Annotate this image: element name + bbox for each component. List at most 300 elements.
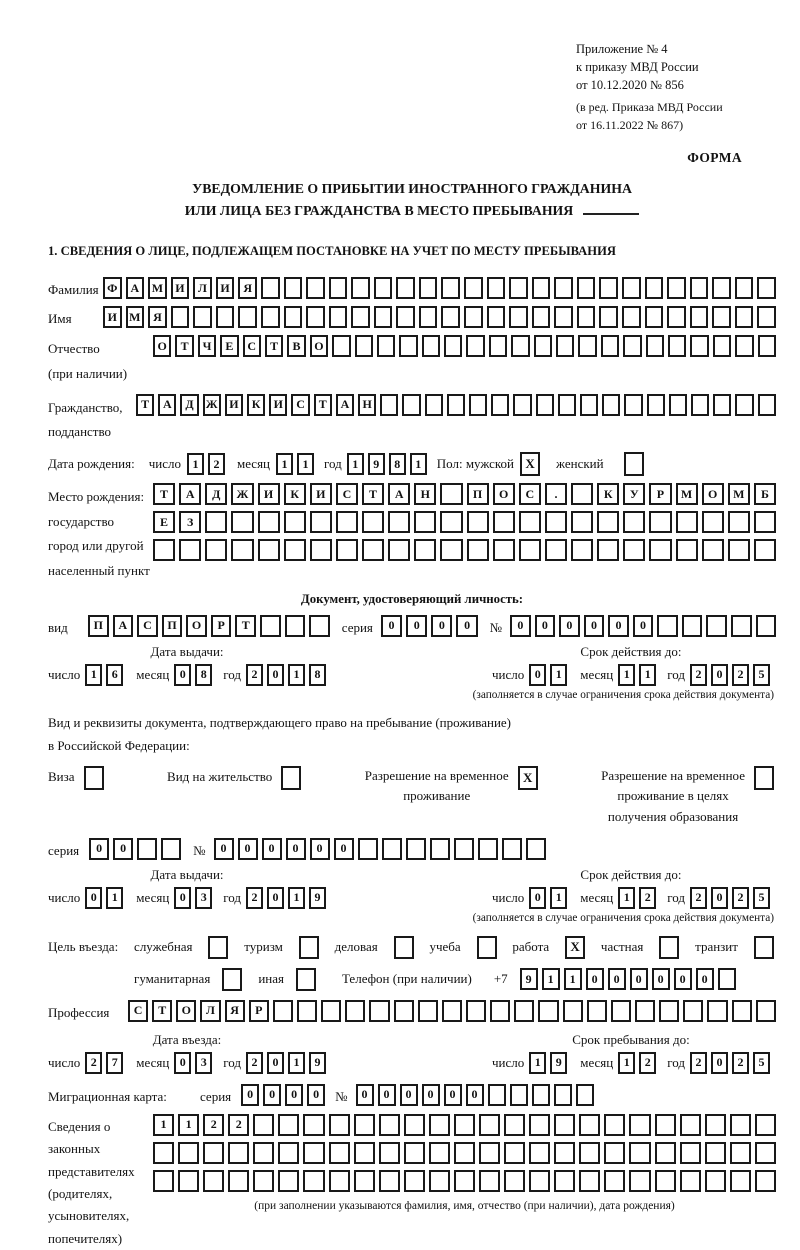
char-box[interactable]: Р: [211, 615, 232, 637]
char-box[interactable]: [529, 1142, 550, 1164]
char-box[interactable]: [718, 968, 736, 990]
char-box[interactable]: [599, 277, 618, 299]
char-box[interactable]: [682, 615, 703, 637]
char-box[interactable]: [310, 511, 332, 533]
char-box[interactable]: 0: [406, 615, 427, 637]
char-box[interactable]: [203, 1170, 224, 1192]
char-box[interactable]: О: [153, 335, 171, 357]
char-box[interactable]: [261, 277, 280, 299]
char-box[interactable]: 8: [389, 453, 406, 475]
char-box[interactable]: М: [148, 277, 167, 299]
char-box[interactable]: [676, 511, 698, 533]
temp-permit-checkbox[interactable]: X: [518, 766, 538, 790]
char-box[interactable]: Т: [362, 483, 384, 505]
char-box[interactable]: [467, 511, 489, 533]
char-box[interactable]: 0: [263, 1084, 281, 1106]
char-box[interactable]: 1: [288, 887, 305, 909]
char-box[interactable]: 2: [246, 1052, 263, 1074]
char-box[interactable]: П: [162, 615, 183, 637]
char-box[interactable]: [303, 1114, 324, 1136]
char-box[interactable]: [329, 1170, 350, 1192]
char-box[interactable]: [309, 615, 330, 637]
char-box[interactable]: 1: [153, 1114, 174, 1136]
char-box[interactable]: [735, 277, 754, 299]
char-box[interactable]: 1: [618, 664, 635, 686]
char-box[interactable]: Т: [235, 615, 256, 637]
char-box[interactable]: [404, 1114, 425, 1136]
char-box[interactable]: [502, 838, 522, 860]
char-box[interactable]: [329, 306, 348, 328]
char-box[interactable]: М: [126, 306, 145, 328]
char-box[interactable]: 0: [267, 887, 284, 909]
char-box[interactable]: 0: [267, 1052, 284, 1074]
char-box[interactable]: [351, 277, 370, 299]
char-box[interactable]: 0: [378, 1084, 396, 1106]
purpose-business-checkbox[interactable]: [394, 936, 414, 959]
char-box[interactable]: [526, 838, 546, 860]
char-box[interactable]: [216, 306, 235, 328]
char-box[interactable]: [297, 1000, 317, 1022]
char-box[interactable]: 1: [288, 664, 305, 686]
char-box[interactable]: [646, 335, 664, 357]
char-box[interactable]: 0: [711, 887, 728, 909]
char-box[interactable]: [655, 1170, 676, 1192]
char-box[interactable]: [755, 1142, 776, 1164]
char-box[interactable]: [454, 1170, 475, 1192]
char-box[interactable]: 1: [542, 968, 560, 990]
char-box[interactable]: [728, 539, 750, 561]
char-box[interactable]: [558, 394, 576, 416]
char-box[interactable]: М: [728, 483, 750, 505]
char-box[interactable]: [464, 277, 483, 299]
char-box[interactable]: [284, 277, 303, 299]
char-box[interactable]: [554, 1142, 575, 1164]
char-box[interactable]: 0: [85, 887, 102, 909]
char-box[interactable]: 0: [238, 838, 258, 860]
char-box[interactable]: 0: [652, 968, 670, 990]
char-box[interactable]: [754, 511, 776, 533]
char-box[interactable]: [707, 1000, 727, 1022]
char-box[interactable]: [228, 1170, 249, 1192]
char-box[interactable]: 2: [690, 1052, 707, 1074]
char-box[interactable]: 1: [85, 664, 102, 686]
char-box[interactable]: [735, 394, 753, 416]
char-box[interactable]: 1: [550, 887, 567, 909]
char-box[interactable]: 2: [203, 1114, 224, 1136]
char-box[interactable]: 0: [630, 968, 648, 990]
char-box[interactable]: [655, 1142, 676, 1164]
char-box[interactable]: [203, 1142, 224, 1164]
char-box[interactable]: Д: [180, 394, 198, 416]
char-box[interactable]: [161, 838, 181, 860]
char-box[interactable]: У: [623, 483, 645, 505]
char-box[interactable]: Т: [153, 483, 175, 505]
char-box[interactable]: [442, 1000, 462, 1022]
char-box[interactable]: [284, 539, 306, 561]
char-box[interactable]: [623, 511, 645, 533]
char-box[interactable]: [728, 511, 750, 533]
char-box[interactable]: 2: [208, 453, 225, 475]
char-box[interactable]: [669, 394, 687, 416]
residence-permit-checkbox[interactable]: [281, 766, 301, 790]
char-box[interactable]: 9: [550, 1052, 567, 1074]
char-box[interactable]: [404, 1170, 425, 1192]
char-box[interactable]: [563, 1000, 583, 1022]
char-box[interactable]: Е: [220, 335, 238, 357]
char-box[interactable]: [414, 539, 436, 561]
char-box[interactable]: [379, 1142, 400, 1164]
char-box[interactable]: [532, 277, 551, 299]
char-box[interactable]: [659, 1000, 679, 1022]
char-box[interactable]: [404, 1142, 425, 1164]
char-box[interactable]: Т: [136, 394, 154, 416]
char-box[interactable]: [153, 539, 175, 561]
char-box[interactable]: 1: [297, 453, 314, 475]
char-box[interactable]: [153, 1142, 174, 1164]
char-box[interactable]: 0: [241, 1084, 259, 1106]
char-box[interactable]: 0: [381, 615, 402, 637]
char-box[interactable]: [624, 394, 642, 416]
char-box[interactable]: 0: [400, 1084, 418, 1106]
char-box[interactable]: [440, 483, 462, 505]
char-box[interactable]: Я: [148, 306, 167, 328]
char-box[interactable]: [422, 335, 440, 357]
char-box[interactable]: [680, 1170, 701, 1192]
char-box[interactable]: Н: [358, 394, 376, 416]
char-box[interactable]: [454, 1142, 475, 1164]
char-box[interactable]: [205, 511, 227, 533]
char-box[interactable]: 0: [285, 1084, 303, 1106]
char-box[interactable]: [509, 277, 528, 299]
char-box[interactable]: [597, 539, 619, 561]
char-box[interactable]: [479, 1142, 500, 1164]
char-box[interactable]: Т: [265, 335, 283, 357]
char-box[interactable]: 0: [711, 664, 728, 686]
char-box[interactable]: 1: [618, 1052, 635, 1074]
char-box[interactable]: [668, 335, 686, 357]
char-box[interactable]: 1: [187, 453, 204, 475]
char-box[interactable]: К: [247, 394, 265, 416]
char-box[interactable]: [735, 335, 753, 357]
char-box[interactable]: [510, 1084, 528, 1106]
char-box[interactable]: 0: [466, 1084, 484, 1106]
char-box[interactable]: 1: [618, 887, 635, 909]
char-box[interactable]: [730, 1142, 751, 1164]
char-box[interactable]: [554, 306, 573, 328]
char-box[interactable]: [758, 394, 776, 416]
char-box[interactable]: К: [284, 483, 306, 505]
char-box[interactable]: [369, 1000, 389, 1022]
char-box[interactable]: [604, 1142, 625, 1164]
char-box[interactable]: Р: [649, 483, 671, 505]
char-box[interactable]: [491, 394, 509, 416]
char-box[interactable]: [579, 1114, 600, 1136]
char-box[interactable]: [487, 306, 506, 328]
char-box[interactable]: [336, 511, 358, 533]
char-box[interactable]: 2: [690, 664, 707, 686]
char-box[interactable]: С: [128, 1000, 148, 1022]
char-box[interactable]: Ж: [203, 394, 221, 416]
char-box[interactable]: [303, 1142, 324, 1164]
char-box[interactable]: [629, 1170, 650, 1192]
purpose-transit-checkbox[interactable]: [754, 936, 774, 959]
char-box[interactable]: [478, 838, 498, 860]
char-box[interactable]: 0: [711, 1052, 728, 1074]
char-box[interactable]: 0: [696, 968, 714, 990]
char-box[interactable]: [754, 539, 776, 561]
char-box[interactable]: [657, 615, 678, 637]
char-box[interactable]: П: [467, 483, 489, 505]
char-box[interactable]: [332, 335, 350, 357]
char-box[interactable]: Ч: [198, 335, 216, 357]
char-box[interactable]: [690, 306, 709, 328]
char-box[interactable]: [667, 277, 686, 299]
char-box[interactable]: 0: [262, 838, 282, 860]
char-box[interactable]: [622, 306, 641, 328]
char-box[interactable]: Т: [314, 394, 332, 416]
char-box[interactable]: 0: [529, 887, 546, 909]
char-box[interactable]: О: [493, 483, 515, 505]
char-box[interactable]: [604, 1114, 625, 1136]
char-box[interactable]: [329, 1114, 350, 1136]
char-box[interactable]: [647, 394, 665, 416]
char-box[interactable]: [554, 1170, 575, 1192]
char-box[interactable]: [587, 1000, 607, 1022]
char-box[interactable]: [137, 838, 157, 860]
char-box[interactable]: [529, 1114, 550, 1136]
char-box[interactable]: [231, 539, 253, 561]
char-box[interactable]: [419, 277, 438, 299]
char-box[interactable]: [278, 1114, 299, 1136]
char-box[interactable]: М: [676, 483, 698, 505]
char-box[interactable]: [303, 1170, 324, 1192]
char-box[interactable]: [556, 335, 574, 357]
char-box[interactable]: [258, 539, 280, 561]
char-box[interactable]: [379, 1170, 400, 1192]
char-box[interactable]: [645, 277, 664, 299]
char-box[interactable]: 5: [753, 1052, 770, 1074]
char-box[interactable]: [690, 277, 709, 299]
char-box[interactable]: 2: [228, 1114, 249, 1136]
char-box[interactable]: С: [291, 394, 309, 416]
char-box[interactable]: С: [336, 483, 358, 505]
purpose-official-checkbox[interactable]: [208, 936, 228, 959]
char-box[interactable]: [278, 1142, 299, 1164]
char-box[interactable]: 5: [753, 664, 770, 686]
char-box[interactable]: 9: [520, 968, 538, 990]
char-box[interactable]: [705, 1114, 726, 1136]
char-box[interactable]: 0: [586, 968, 604, 990]
char-box[interactable]: [755, 1170, 776, 1192]
char-box[interactable]: Ф: [103, 277, 122, 299]
char-box[interactable]: [532, 1084, 550, 1106]
char-box[interactable]: 1: [550, 664, 567, 686]
purpose-humanitarian-checkbox[interactable]: [222, 968, 242, 991]
char-box[interactable]: [394, 1000, 414, 1022]
char-box[interactable]: 2: [690, 887, 707, 909]
char-box[interactable]: 0: [174, 887, 191, 909]
char-box[interactable]: [429, 1114, 450, 1136]
char-box[interactable]: [629, 1114, 650, 1136]
char-box[interactable]: [447, 394, 465, 416]
char-box[interactable]: Я: [225, 1000, 245, 1022]
char-box[interactable]: [601, 335, 619, 357]
char-box[interactable]: [732, 1000, 752, 1022]
char-box[interactable]: [153, 1170, 174, 1192]
char-box[interactable]: [171, 306, 190, 328]
char-box[interactable]: [757, 277, 776, 299]
char-box[interactable]: С: [243, 335, 261, 357]
char-box[interactable]: [310, 539, 332, 561]
char-box[interactable]: [514, 1000, 534, 1022]
char-box[interactable]: Р: [249, 1000, 269, 1022]
char-box[interactable]: 2: [85, 1052, 102, 1074]
char-box[interactable]: [231, 511, 253, 533]
char-box[interactable]: 0: [307, 1084, 325, 1106]
char-box[interactable]: 0: [584, 615, 605, 637]
char-box[interactable]: [622, 277, 641, 299]
char-box[interactable]: Т: [152, 1000, 172, 1022]
char-box[interactable]: [519, 539, 541, 561]
char-box[interactable]: 0: [608, 615, 629, 637]
char-box[interactable]: И: [225, 394, 243, 416]
char-box[interactable]: [466, 335, 484, 357]
char-box[interactable]: 2: [732, 887, 749, 909]
char-box[interactable]: 1: [178, 1114, 199, 1136]
char-box[interactable]: [489, 335, 507, 357]
char-box[interactable]: И: [216, 277, 235, 299]
char-box[interactable]: [735, 306, 754, 328]
char-box[interactable]: 0: [633, 615, 654, 637]
char-box[interactable]: [278, 1170, 299, 1192]
char-box[interactable]: [178, 1170, 199, 1192]
char-box[interactable]: 8: [195, 664, 212, 686]
char-box[interactable]: [756, 615, 777, 637]
char-box[interactable]: [690, 335, 708, 357]
char-box[interactable]: 8: [309, 664, 326, 686]
char-box[interactable]: [377, 335, 395, 357]
char-box[interactable]: П: [88, 615, 109, 637]
char-box[interactable]: [545, 539, 567, 561]
char-box[interactable]: [504, 1170, 525, 1192]
char-box[interactable]: [179, 539, 201, 561]
char-box[interactable]: Л: [200, 1000, 220, 1022]
char-box[interactable]: Л: [193, 277, 212, 299]
char-box[interactable]: [579, 1170, 600, 1192]
char-box[interactable]: [571, 539, 593, 561]
char-box[interactable]: [414, 511, 436, 533]
char-box[interactable]: [444, 335, 462, 357]
char-box[interactable]: И: [103, 306, 122, 328]
char-box[interactable]: [362, 539, 384, 561]
char-box[interactable]: Д: [205, 483, 227, 505]
char-box[interactable]: А: [336, 394, 354, 416]
char-box[interactable]: [629, 1142, 650, 1164]
char-box[interactable]: О: [186, 615, 207, 637]
char-box[interactable]: [345, 1000, 365, 1022]
char-box[interactable]: [380, 394, 398, 416]
char-box[interactable]: 0: [674, 968, 692, 990]
char-box[interactable]: [406, 838, 426, 860]
char-box[interactable]: [706, 615, 727, 637]
purpose-work-checkbox[interactable]: X: [565, 936, 585, 959]
char-box[interactable]: [731, 615, 752, 637]
char-box[interactable]: [388, 511, 410, 533]
char-box[interactable]: 2: [246, 664, 263, 686]
char-box[interactable]: [490, 1000, 510, 1022]
char-box[interactable]: [228, 1142, 249, 1164]
char-box[interactable]: [554, 277, 573, 299]
char-box[interactable]: [273, 1000, 293, 1022]
char-box[interactable]: 0: [334, 838, 354, 860]
char-box[interactable]: [261, 306, 280, 328]
char-box[interactable]: [611, 1000, 631, 1022]
char-box[interactable]: [511, 335, 529, 357]
char-box[interactable]: [429, 1142, 450, 1164]
char-box[interactable]: Н: [414, 483, 436, 505]
char-box[interactable]: [545, 511, 567, 533]
char-box[interactable]: [623, 335, 641, 357]
char-box[interactable]: [680, 1114, 701, 1136]
char-box[interactable]: [374, 277, 393, 299]
char-box[interactable]: [285, 615, 306, 637]
char-box[interactable]: А: [126, 277, 145, 299]
char-box[interactable]: Е: [153, 511, 175, 533]
char-box[interactable]: О: [702, 483, 724, 505]
char-box[interactable]: [284, 306, 303, 328]
char-box[interactable]: 9: [309, 887, 326, 909]
female-checkbox[interactable]: [624, 452, 644, 476]
char-box[interactable]: [396, 306, 415, 328]
char-box[interactable]: [419, 306, 438, 328]
char-box[interactable]: [713, 394, 731, 416]
char-box[interactable]: [756, 1000, 776, 1022]
char-box[interactable]: 0: [608, 968, 626, 990]
char-box[interactable]: 0: [510, 615, 531, 637]
char-box[interactable]: Я: [238, 277, 257, 299]
char-box[interactable]: З: [179, 511, 201, 533]
visa-checkbox[interactable]: [84, 766, 104, 790]
char-box[interactable]: [253, 1142, 274, 1164]
char-box[interactable]: [509, 306, 528, 328]
char-box[interactable]: [488, 1084, 506, 1106]
char-box[interactable]: 0: [456, 615, 477, 637]
char-box[interactable]: [487, 277, 506, 299]
char-box[interactable]: 1: [639, 664, 656, 686]
char-box[interactable]: [580, 394, 598, 416]
char-box[interactable]: [554, 1084, 572, 1106]
char-box[interactable]: 6: [106, 664, 123, 686]
char-box[interactable]: [532, 306, 551, 328]
char-box[interactable]: 1: [106, 887, 123, 909]
char-box[interactable]: 5: [753, 887, 770, 909]
char-box[interactable]: [571, 511, 593, 533]
char-box[interactable]: [253, 1170, 274, 1192]
char-box[interactable]: 2: [246, 887, 263, 909]
char-box[interactable]: [382, 838, 402, 860]
edu-permit-checkbox[interactable]: [754, 766, 774, 790]
char-box[interactable]: [354, 1170, 375, 1192]
char-box[interactable]: [399, 335, 417, 357]
char-box[interactable]: [425, 394, 443, 416]
char-box[interactable]: [329, 1142, 350, 1164]
char-box[interactable]: [396, 277, 415, 299]
char-box[interactable]: [571, 483, 593, 505]
char-box[interactable]: [579, 1142, 600, 1164]
char-box[interactable]: [441, 277, 460, 299]
char-box[interactable]: [469, 394, 487, 416]
char-box[interactable]: [329, 277, 348, 299]
